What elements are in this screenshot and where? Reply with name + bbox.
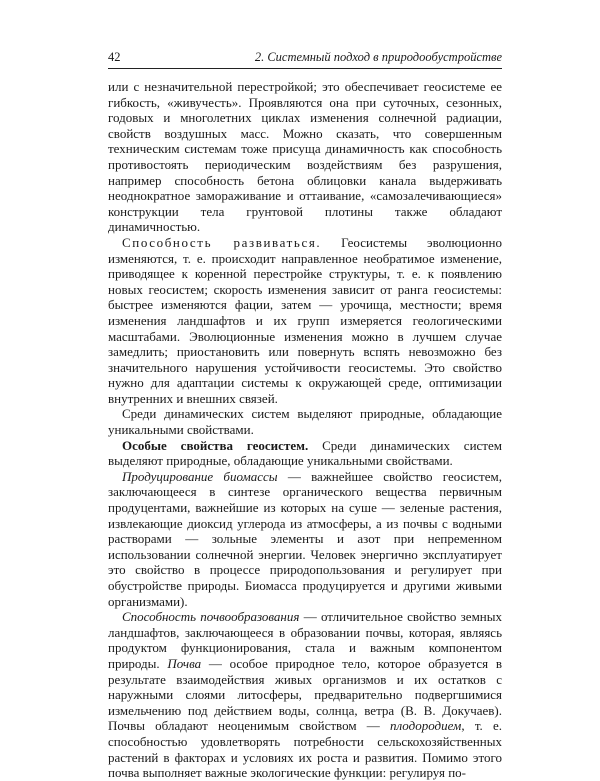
paragraph-5-term: Продуцирование биомассы [122,468,278,484]
paragraph-3-text: Среди динамических систем выделяют природные, обладающие уникальными свойствами. [108,406,502,438]
page-header [108,50,502,69]
paragraph-4-term: Особые свойства геосистем. [122,437,309,453]
page-number: 42 [108,50,121,64]
paragraph-6-term2: Почва [167,655,202,671]
paragraph-6-text-b: — особое природное тело, которое образуется в результате взаимодействия живых организмов и их остатков с наружными слоями литосферы, предварительно подвергшимися измельчению под действием воды, солнца, ветра (В. В. Докучаев). Почвы обладают неоценимым свойством — [108,655,502,734]
paragraph-2-term: Способность развиваться. [122,234,322,250]
paragraph-6-term3: плодородием [389,718,462,734]
paragraph-6-term: Способность почвообразования [122,609,300,625]
paragraph-4 [108,438,502,469]
paragraph-1 [108,79,502,235]
paragraph-2-text: Геосистемы эволюционно изменяются, т. е. происходит направленное необратимое изменение, приводящее к коренной перестройке структуры, т. е. к появлению новых геосистем; скорость изменения зависит от ранга геосистемы: быстрее изменяются фации, затем — урочища, местности; время изменения ландшафтов и их групп измеряется геологическими масштабами. Эволюционные изменения можно в лучшем случае замедлить; приостановить или повернуть вспять невозможно без значительного нарушения устойчивости геосистемы. Это свойство нужно для адаптации системы к окружающей среде, оптимизации внутренних и внешних связей. [108,234,502,406]
paragraph-3 [108,406,502,437]
paragraph-6 [108,609,502,781]
paragraph-1-text: или с незначительной перестройкой; это обеспечивает геосистеме ее гибкость, «живучесть». Проявляются она при суточных, сезонных, годовых и многолетних циклах изменения солнечной радиации, свойств воздушных масс. Можно сказать, что совершенным техническим системам тоже присуща динамичность как способность противостоять периодическим воздействиям без разрушения, например способность бетона облицовки канала выдерживать неоднократное замораживание и оттаивание, «самозалечивающиеся» конструкции тела грунтовой плотины также обладают динамичностью. [108,79,502,235]
paragraph-5-text: — важнейшее свойство геосистем, заключающееся в синтезе органического вещества первичным продуцентами, важнейшие из которых на суше — зеленые растения, извлекающие диоксид углерода из атмосферы, а из почвы с водными растворами — зольные элементы и азот при непременном использовании солнечной энергии. Человек энергично эксплуатирует это свойство в процессе природопользования и регулирует при обустройстве природы. Биомасса продуцируется и другими живыми организмами). [108,468,502,609]
paragraph-5 [108,469,502,609]
paragraph-6-text-a: — отличительное свойство земных ландшафтов, заключающееся в образовании почвы, которая, являясь продуктом функционирования, стала и важным компонентом природы. [108,609,502,671]
running-head: 2. Системный подход в природообустройстве [254,50,502,64]
page-body [108,79,502,781]
paragraph-4-text: Среди динамических систем выделяют природные, обладающие уникальными свойствами. [108,437,502,469]
paragraph-6-text-c: , т. е. способностью удовлетворять потребности сельскохозяйственных растений в факторах и условиях их роста и развития. Помимо этого почва выполняет важные экологические функции: регулируя по- [108,718,502,781]
paragraph-2 [108,235,502,407]
